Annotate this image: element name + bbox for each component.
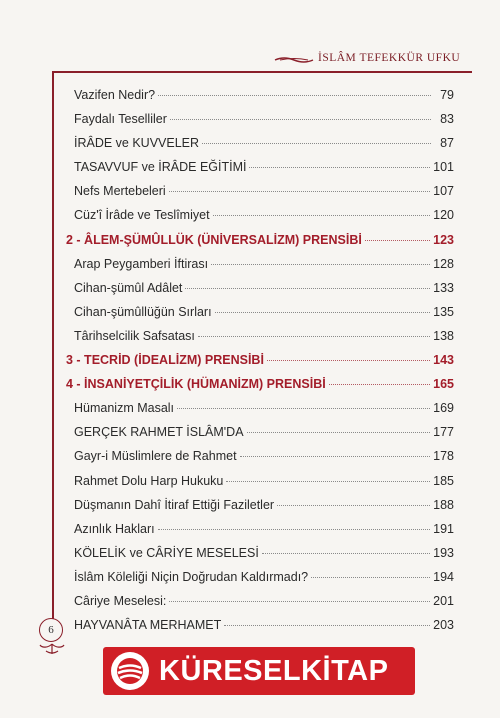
toc-title: Târihselcilik Safsatası (74, 328, 195, 343)
toc-row (74, 112, 454, 136)
toc-row (74, 281, 454, 305)
toc-leader-dots (202, 143, 431, 144)
top-rule (52, 71, 472, 73)
toc-row (74, 208, 454, 232)
toc-leader-dots (267, 360, 430, 361)
flourish-icon (37, 642, 67, 656)
toc-row (74, 257, 454, 281)
toc-leader-dots (249, 167, 430, 168)
toc-row (74, 184, 454, 208)
toc-row (74, 88, 454, 112)
toc-row (74, 329, 454, 353)
toc-row (74, 425, 454, 449)
toc-page-number: 133 (433, 280, 454, 295)
toc-title: KÖLELİK ve CÂRİYE MESELESİ (74, 545, 259, 560)
toc-page-number: 83 (440, 112, 454, 127)
toc-page-number: 123 (433, 232, 454, 247)
table-of-contents (66, 88, 454, 642)
toc-row (74, 449, 454, 473)
toc-leader-dots (158, 95, 431, 96)
toc-row (74, 136, 454, 160)
toc-row (74, 618, 454, 642)
toc-title: Faydalı Teselliler (74, 112, 167, 127)
toc-title: Hümanizm Masalı (74, 401, 175, 416)
toc-page-number: 188 (433, 497, 454, 512)
publisher-name: KÜRESELKİTAP (159, 654, 389, 687)
toc-page-number: 143 (433, 353, 454, 368)
toc-page-number: 120 (433, 208, 454, 223)
toc-page-number: 178 (433, 449, 454, 464)
toc-page-number: 203 (433, 618, 454, 633)
toc-title: Rahmet Dolu Harp Hukuku (74, 473, 224, 488)
toc-row (74, 160, 454, 184)
toc-leader-dots (247, 432, 431, 433)
toc-row (74, 546, 454, 570)
toc-section-row (66, 353, 454, 377)
toc-title: Gayr-i Müslimlere de Rahmet (74, 449, 237, 464)
publisher-banner (103, 647, 415, 695)
header-ornament-icon (274, 56, 314, 64)
page-number-ornament (37, 618, 67, 658)
toc-page-number: 169 (433, 401, 454, 416)
toc-leader-dots (240, 456, 431, 457)
toc-leader-dots (215, 312, 431, 313)
toc-title: Cihan-şümûllüğün Sırları (74, 304, 212, 319)
toc-row (74, 474, 454, 498)
toc-title: HAYVANÂTA MERHAMET (74, 618, 222, 633)
toc-leader-dots (311, 577, 430, 578)
toc-leader-dots (226, 481, 430, 482)
toc-leader-dots (170, 119, 431, 120)
left-rule (52, 71, 54, 621)
toc-leader-dots (262, 553, 430, 554)
toc-page-number: 201 (433, 593, 454, 608)
toc-title: Düşmanın Dahî İtiraf Ettiği Faziletler (74, 497, 275, 512)
toc-row (74, 570, 454, 594)
toc-leader-dots (169, 601, 430, 602)
toc-leader-dots (169, 191, 430, 192)
toc-page-number: 185 (433, 473, 454, 488)
toc-title: Arap Peygamberi İftirası (74, 256, 209, 271)
toc-title: Azınlık Hakları (74, 521, 155, 536)
toc-title: GERÇEK RAHMET İSLÂM'DA (74, 425, 244, 440)
toc-page-number: 177 (433, 425, 454, 440)
toc-title: Nefs Mertebeleri (74, 184, 166, 199)
toc-leader-dots (224, 625, 430, 626)
toc-row (74, 522, 454, 546)
toc-page-number: 135 (433, 304, 454, 319)
toc-leader-dots (211, 264, 430, 265)
toc-row (74, 305, 454, 329)
toc-title: TASAVVUF ve İRÂDE EĞİTİMİ (74, 160, 247, 175)
toc-leader-dots (158, 529, 431, 530)
toc-title: İRÂDE ve KUVVELER (74, 136, 200, 151)
toc-row (74, 594, 454, 618)
toc-title: Vazifen Nedir? (74, 88, 156, 102)
toc-section-row (66, 377, 454, 401)
toc-title: Cihan-şümûl Adâlet (74, 280, 183, 295)
toc-title: İslâm Köleliği Niçin Doğrudan Kaldırmadı? (74, 569, 309, 584)
page-number: 6 (39, 618, 63, 642)
toc-leader-dots (277, 505, 430, 506)
toc-row (74, 498, 454, 522)
toc-page-number: 138 (433, 328, 454, 343)
toc-title: 2 - ÂLEM-ŞÜMÛLLÜK (ÜNİVERSALİZM) PRENSİBİ (66, 232, 362, 247)
toc-page-number: 191 (433, 521, 454, 536)
toc-page-number: 107 (433, 184, 454, 199)
toc-title: Câriye Meselesi: (74, 593, 167, 608)
toc-page-number: 101 (433, 160, 454, 175)
toc-title: 4 - İNSANİYETÇİLİK (HÜMANİZM) PRENSİBİ (66, 377, 326, 392)
toc-page-number: 194 (433, 569, 454, 584)
toc-leader-dots (185, 288, 430, 289)
toc-page-number: 87 (440, 136, 454, 151)
toc-section-row (66, 233, 454, 257)
toc-leader-dots (365, 240, 430, 241)
toc-page-number: 165 (433, 377, 454, 392)
running-title: İSLÂM TEFEKKÜR UFKU (318, 52, 461, 64)
toc-page-number: 128 (433, 256, 454, 271)
toc-page-number: 79 (440, 88, 454, 102)
toc-leader-dots (177, 408, 430, 409)
globe-logo-icon (111, 652, 149, 690)
toc-leader-dots (213, 215, 431, 216)
toc-row (74, 401, 454, 425)
toc-title: 3 - TECRİD (İDEALİZM) PRENSİBİ (66, 353, 264, 368)
toc-page-number: 193 (433, 545, 454, 560)
toc-leader-dots (198, 336, 430, 337)
toc-leader-dots (329, 384, 430, 385)
toc-title: Cüz'î İrâde ve Teslîmiyet (74, 208, 210, 223)
